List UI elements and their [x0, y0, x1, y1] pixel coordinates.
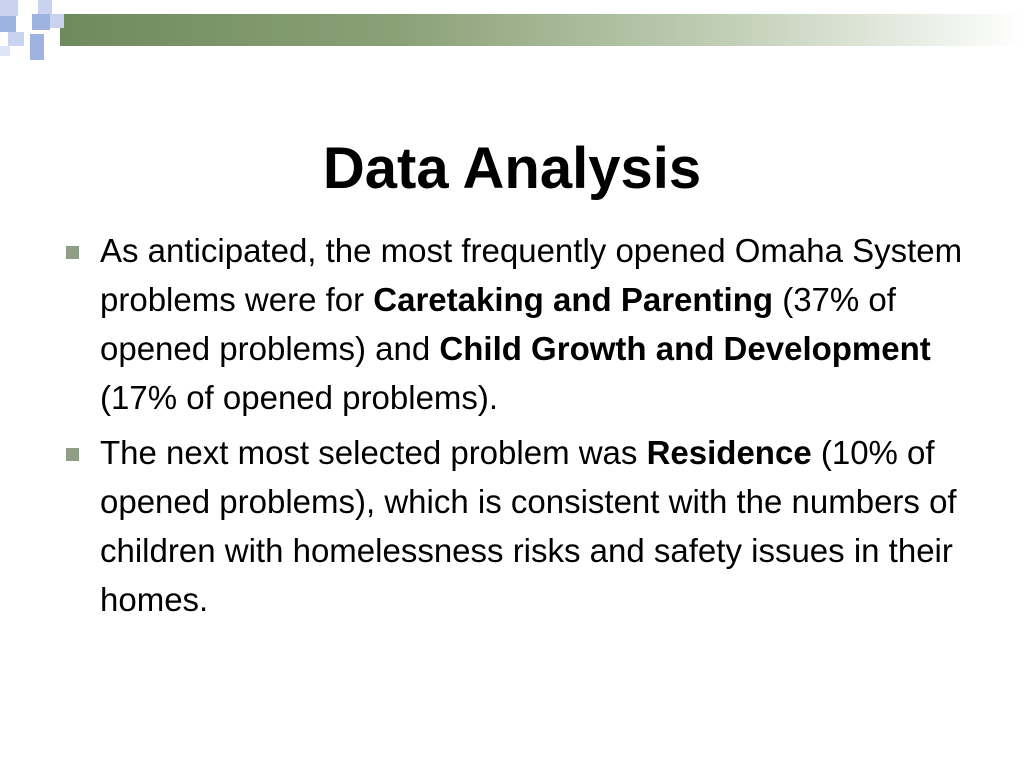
decor-square: [8, 32, 24, 46]
decor-square: [50, 14, 64, 28]
emphasis-text: Child Growth and Development: [439, 330, 931, 367]
emphasis-text: Caretaking and Parenting: [373, 281, 774, 318]
decor-square: [16, 16, 32, 32]
decor-square: [30, 48, 44, 60]
bullet-item: [62, 428, 972, 624]
header-decoration: [0, 0, 1024, 70]
slide-title: Data Analysis: [322, 135, 702, 201]
bullet-item: [62, 226, 972, 422]
decor-square: [38, 0, 52, 14]
bullet-text: The next most selected problem was Residence (10% of opened problems), which is consistent with the numbers of children with homelessness risks and safety issues in their homes.: [100, 434, 957, 618]
decor-square: [32, 14, 50, 30]
square-bullet-icon: [66, 448, 79, 461]
decor-square: [0, 16, 16, 32]
decor-square: [30, 34, 44, 48]
bullet-list: [62, 226, 972, 630]
bullet-text: As anticipated, the most frequently opened Omaha System problems were for Caretaking and Parenting (37% of opened problems) and Child Growth and Development (17% of opened problems).: [100, 232, 963, 416]
header-gradient-band: [60, 14, 1024, 46]
decor-square: [0, 0, 18, 16]
decor-square: [0, 46, 10, 56]
square-bullet-icon: [66, 246, 79, 259]
emphasis-text: Residence: [646, 434, 812, 471]
